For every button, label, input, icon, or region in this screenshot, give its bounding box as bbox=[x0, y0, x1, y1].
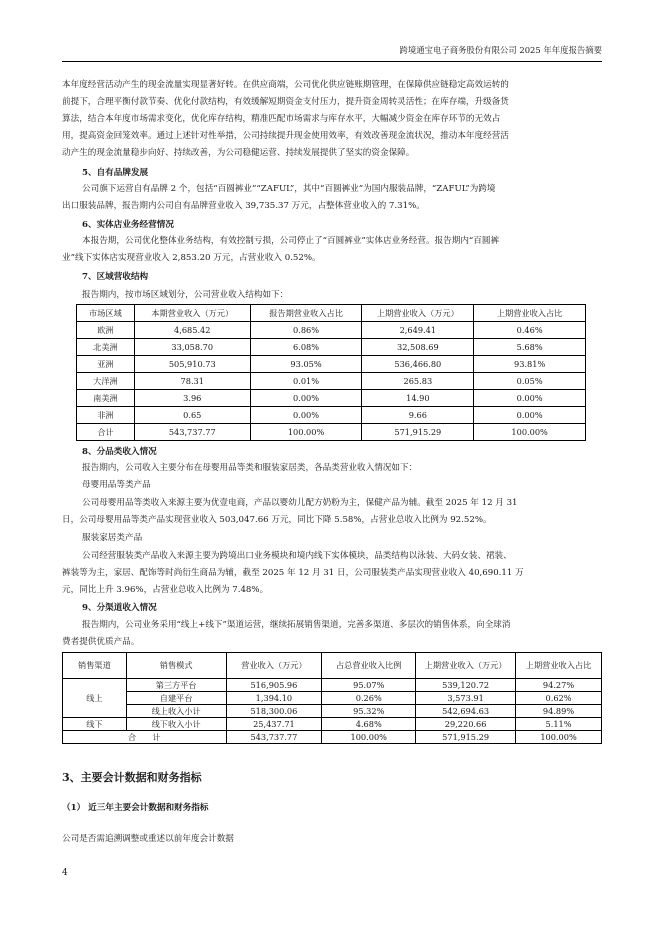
text-line: 本年度经营活动产生的现金流量实现显著好转。在供应商端，公司优化供应链账期管理，在保障供应链稳定高效运转的 bbox=[62, 80, 509, 90]
section-heading: 8、分品类收入情况 bbox=[82, 447, 157, 457]
table-cell: 29,220.66 bbox=[416, 718, 516, 731]
table-cell: 0.26% bbox=[322, 692, 416, 705]
major-section-heading: 3、主要会计数据和财务指标 bbox=[62, 771, 202, 784]
table-cell: 0.00% bbox=[250, 390, 362, 407]
table-cell: 78.31 bbox=[134, 373, 250, 390]
text-line: 前提下，合理平衡付款节奏、优化付款结构，有效缓解短期资金支付压力，提升资金周转灵活性；在库存端，升级备货 bbox=[62, 97, 509, 107]
table-cell: 100.00% bbox=[474, 424, 586, 441]
table-total-row bbox=[77, 424, 586, 441]
table-cell: 0.01% bbox=[250, 373, 362, 390]
table-row bbox=[77, 356, 586, 373]
table-cell: 4.68% bbox=[322, 718, 416, 731]
text-line: 用，提高资金回笼效率。通过上述针对性举措，公司持续提升现金使用效率，有效改善现金流状况，推动本年度经营活 bbox=[62, 131, 509, 141]
table-cell: 571,915.29 bbox=[416, 731, 516, 744]
section-heading: 7、区域营收结构 bbox=[82, 272, 149, 282]
table-cell: 第三方平台 bbox=[126, 679, 226, 692]
category-title: 母婴用品等类产品 bbox=[82, 480, 151, 490]
table-cell: 14.90 bbox=[362, 390, 474, 407]
channel-cell: 线下 bbox=[63, 718, 127, 731]
section-heading: 9、分渠道收入情况 bbox=[82, 603, 157, 613]
table-cell: 合计 bbox=[77, 424, 135, 441]
table-cell: 32,508.69 bbox=[362, 339, 474, 356]
table-cell: 线下收入小计 bbox=[126, 718, 226, 731]
table-cell: 505,910.73 bbox=[134, 356, 250, 373]
text-line: 公司母婴用品等类收入来源主要为优壹电商，产品以婴幼儿配方奶粉为主，保健产品为辅。截至 2025 年 12 月 31 bbox=[82, 498, 518, 508]
table-header-row bbox=[63, 653, 602, 679]
table-cell: 93.05% bbox=[250, 356, 362, 373]
column-header: 占总营业收入比例 bbox=[322, 653, 416, 679]
column-header: 报告期营业收入占比 bbox=[250, 305, 362, 322]
table-cell: 3.96 bbox=[134, 390, 250, 407]
table-row bbox=[77, 322, 586, 339]
table-cell: 1,394.10 bbox=[226, 692, 322, 705]
channel-cell: 线上 bbox=[63, 679, 127, 718]
table-total-row bbox=[63, 731, 602, 744]
table-cell: 4,685.42 bbox=[134, 322, 250, 339]
table-cell: 516,905.96 bbox=[226, 679, 322, 692]
column-header: 上期营业收入占比 bbox=[516, 653, 602, 679]
table-cell: 100.00% bbox=[250, 424, 362, 441]
section-heading: 6、实体店业务经营情况 bbox=[82, 220, 174, 230]
page-header: 跨境通宝电子商务股份有限公司 2025 年年度报告摘要 bbox=[62, 36, 602, 62]
table-cell: 542,694.63 bbox=[416, 705, 516, 718]
table-cell: 0.00% bbox=[474, 407, 586, 424]
table-row bbox=[63, 679, 602, 692]
table-cell: 0.46% bbox=[474, 322, 586, 339]
table-caption: 报告期内，按市场区域划分，公司营业收入结构如下： bbox=[82, 290, 289, 300]
sub-section-heading: （1） 近三年主要会计数据和财务指标 bbox=[62, 803, 209, 813]
table-cell: 5.11% bbox=[516, 718, 602, 731]
table-cell: 9.66 bbox=[362, 407, 474, 424]
text-line: 公司旗下运营自有品牌 2 个，包括“百圆裤业”“ZAFUL”，其中“百圆裤业”为国内服装品牌，“ZAFUL”为跨境 bbox=[82, 184, 496, 194]
table-cell: 合 计 bbox=[63, 731, 227, 744]
table-header-row bbox=[77, 305, 586, 322]
table-cell: 543,737.77 bbox=[226, 731, 322, 744]
table-cell: 94.89% bbox=[516, 705, 602, 718]
table-cell: 95.07% bbox=[322, 679, 416, 692]
text-line: 报告期内，公司收入主要分布在母婴用品等类和服装家居类，各品类营业收入情况如下： bbox=[82, 463, 418, 473]
table-row bbox=[63, 705, 602, 718]
table-cell: 0.00% bbox=[250, 407, 362, 424]
category-title: 服装家居类产品 bbox=[82, 533, 143, 543]
text-line: 公司是否需追溯调整或重述以前年度会计数据 bbox=[62, 834, 234, 844]
table-cell: 0.05% bbox=[474, 373, 586, 390]
table-cell: 0.65 bbox=[134, 407, 250, 424]
table-row bbox=[63, 718, 602, 731]
table-cell: 539,120.72 bbox=[416, 679, 516, 692]
table-cell: 33,058.70 bbox=[134, 339, 250, 356]
table-cell: 南美洲 bbox=[77, 390, 135, 407]
table-cell: 536,466.80 bbox=[362, 356, 474, 373]
table-cell: 大洋洲 bbox=[77, 373, 135, 390]
text-line: 本报告期，公司优化整体业务结构，有效控制亏损，公司停止了“百圆裤业”实体店业务经营。报告期内“百圆裤 bbox=[82, 236, 500, 246]
text-line: 出口服装品牌，报告期内公司自有品牌营业收入 39,735.37 万元，占整体营业收入的 7.31%。 bbox=[62, 201, 425, 211]
table-row bbox=[77, 339, 586, 356]
column-header: 销售渠道 bbox=[63, 653, 127, 679]
table-cell: 100.00% bbox=[516, 731, 602, 744]
section-heading: 5、自有品牌发展 bbox=[82, 168, 149, 178]
table-row bbox=[77, 390, 586, 407]
table-cell: 0.00% bbox=[474, 390, 586, 407]
page-number: 4 bbox=[62, 868, 68, 878]
table-cell: 265.83 bbox=[362, 373, 474, 390]
table-cell: 571,915.29 bbox=[362, 424, 474, 441]
text-line: 动产生的现金流量稳步向好、持续改善，为公司稳健运营、持续发展提供了坚实的资金保障。 bbox=[62, 148, 415, 158]
table-cell: 3,573.91 bbox=[416, 692, 516, 705]
column-header: 营业收入（万元） bbox=[226, 653, 322, 679]
text-line: 日，公司母婴用品等类产品实现营业收入 503,047.66 万元，同比下降 5.58%，占营业总收入比例为 92.52%。 bbox=[62, 515, 492, 525]
text-line: 裤装等为主，家居、配饰等时尚衍生商品为辅，截至 2025 年 12 月 31 日，公司服装类产品实现营业收入 40,690.11 万 bbox=[62, 568, 524, 578]
region-revenue-table bbox=[76, 304, 586, 441]
text-line: 业”线下实体店实现营业收入 2,853.20 万元，占营业收入 0.52%。 bbox=[62, 253, 321, 263]
table-cell: 0.62% bbox=[516, 692, 602, 705]
table-cell: 北美洲 bbox=[77, 339, 135, 356]
table-cell: 5.68% bbox=[474, 339, 586, 356]
text-line: 报告期内，公司业务采用“线上+线下”渠道运营，继续拓展销售渠道，完善多渠道、多层次的销售体系，向全球消 bbox=[82, 620, 511, 630]
table-row bbox=[77, 407, 586, 424]
column-header: 上期营业收入（万元） bbox=[416, 653, 516, 679]
column-header: 上期营业收入（万元） bbox=[362, 305, 474, 322]
text-line: 费者提供优质产品。 bbox=[62, 637, 140, 647]
text-line: 元，同比上升 3.96%，占营业总收入比例为 7.48%。 bbox=[62, 585, 269, 595]
column-header: 上期营业收入占比 bbox=[474, 305, 586, 322]
table-cell: 100.00% bbox=[322, 731, 416, 744]
table-cell: 自建平台 bbox=[126, 692, 226, 705]
column-header: 本期营业收入（万元） bbox=[134, 305, 250, 322]
table-cell: 95.32% bbox=[322, 705, 416, 718]
table-cell: 2,649.41 bbox=[362, 322, 474, 339]
table-cell: 线上收入小计 bbox=[126, 705, 226, 718]
table-cell: 518,300.06 bbox=[226, 705, 322, 718]
table-cell: 亚洲 bbox=[77, 356, 135, 373]
text-line: 算法，结合本年度市场需求变化，优化库存结构，精准匹配市场需求与库存水平，大幅减少资金在库存环节的无效占 bbox=[62, 114, 501, 124]
text-line: 公司经营服装类产品收入来源主要为跨境出口业务模块和境内线下实体模块，品类结构以泳装、大码女装、裙装、 bbox=[82, 551, 512, 561]
table-cell: 非洲 bbox=[77, 407, 135, 424]
table-cell: 25,437.71 bbox=[226, 718, 322, 731]
table-cell: 0.86% bbox=[250, 322, 362, 339]
column-header: 销售模式 bbox=[126, 653, 226, 679]
table-cell: 欧洲 bbox=[77, 322, 135, 339]
table-row bbox=[77, 373, 586, 390]
table-cell: 94.27% bbox=[516, 679, 602, 692]
column-header: 市场区域 bbox=[77, 305, 135, 322]
channel-revenue-table bbox=[62, 652, 602, 744]
table-row bbox=[63, 692, 602, 705]
table-cell: 543,737.77 bbox=[134, 424, 250, 441]
table-cell: 93.81% bbox=[474, 356, 586, 373]
table-cell: 6.08% bbox=[250, 339, 362, 356]
